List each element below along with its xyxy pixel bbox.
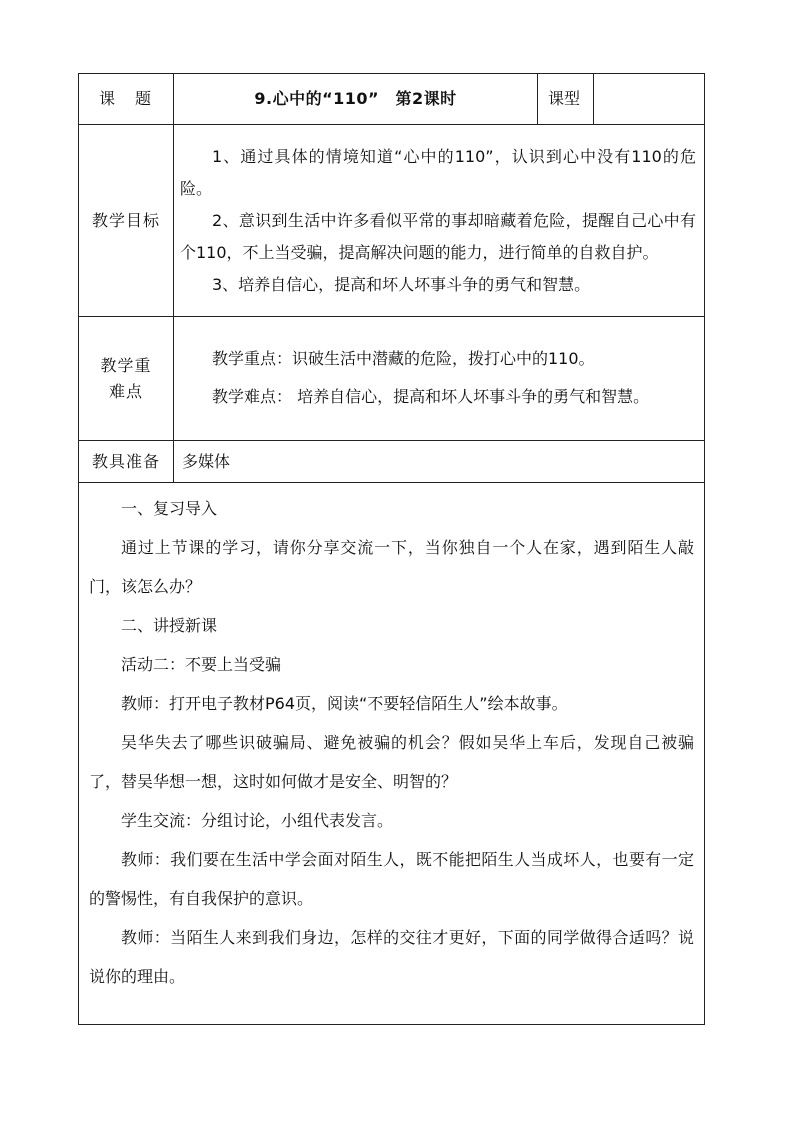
content-heading: 二、讲授新课 xyxy=(121,616,218,635)
content-paragraph: 学生交流：分组讨论，小组代表发言。 xyxy=(121,811,394,830)
key-points-content xyxy=(174,317,705,441)
content-heading: 一、复习导入 xyxy=(121,499,218,518)
objectives-row xyxy=(79,125,705,317)
objective-item: 3、培养自信心，提高和坏人坏事斗争的勇气和智慧。 xyxy=(212,274,591,294)
objectives-label: 教学目标 xyxy=(79,125,174,317)
key-points-label-line2: 难点 xyxy=(108,381,143,401)
content-subheading: 活动二：不要上当受骗 xyxy=(121,655,282,674)
key-points-label xyxy=(79,317,174,441)
content-paragraph: 吴华失去了哪些识破骗局、避免被骗的机会？假如吴华上车后，发现自己被骗了，替吴华想一想，这时如何做才是安全、明智的？ xyxy=(89,733,694,791)
objective-item: 1、通过具体的情境知道“心中的110”，认识到心中没有110的危险。 xyxy=(180,146,696,198)
lesson-plan-table xyxy=(78,73,705,1025)
topic-row xyxy=(79,74,705,125)
key-points-label-line1: 教学重 xyxy=(100,355,152,375)
content-paragraph: 通过上节课的学习，请你分享交流一下，当你独自一个人在家，遇到陌生人敲门，该怎么办？ xyxy=(89,538,694,596)
tools-label: 教具准备 xyxy=(79,441,174,483)
lesson-type-label: 课型 xyxy=(538,74,594,125)
content-paragraph: 教师：我们要在生活中学会面对陌生人，既不能把陌生人当成坏人，也要有一定的警惕性，有自我保护的意识。 xyxy=(89,850,694,908)
key-point-item: 教学难点： 培养自信心，提高和坏人坏事斗争的勇气和智慧。 xyxy=(212,386,650,406)
topic-label: 课 题 xyxy=(79,74,174,125)
content-paragraph: 教师：当陌生人来到我们身边，怎样的交往才更好，下面的同学做得合适吗？说说你的理由。 xyxy=(89,928,694,986)
lesson-content xyxy=(79,483,705,1025)
objectives-content xyxy=(174,125,705,317)
tools-row xyxy=(79,441,705,483)
content-row xyxy=(79,483,705,1025)
lesson-title: 9.心中的“110” 第2课时 xyxy=(174,74,538,125)
tools-value: 多媒体 xyxy=(174,441,705,483)
objective-item: 2、意识到生活中许多看似平常的事却暗藏着危险，提醒自己心中有个110，不上当受骗，提高解决问题的能力，进行简单的自救自护。 xyxy=(180,210,696,262)
key-points-row xyxy=(79,317,705,441)
key-point-item: 教学重点：识破生活中潜藏的危险，拨打心中的110。 xyxy=(212,348,595,368)
lesson-type-value xyxy=(594,74,705,125)
content-paragraph: 教师：打开电子教材P64页，阅读“不要轻信陌生人”绘本故事。 xyxy=(121,694,568,713)
